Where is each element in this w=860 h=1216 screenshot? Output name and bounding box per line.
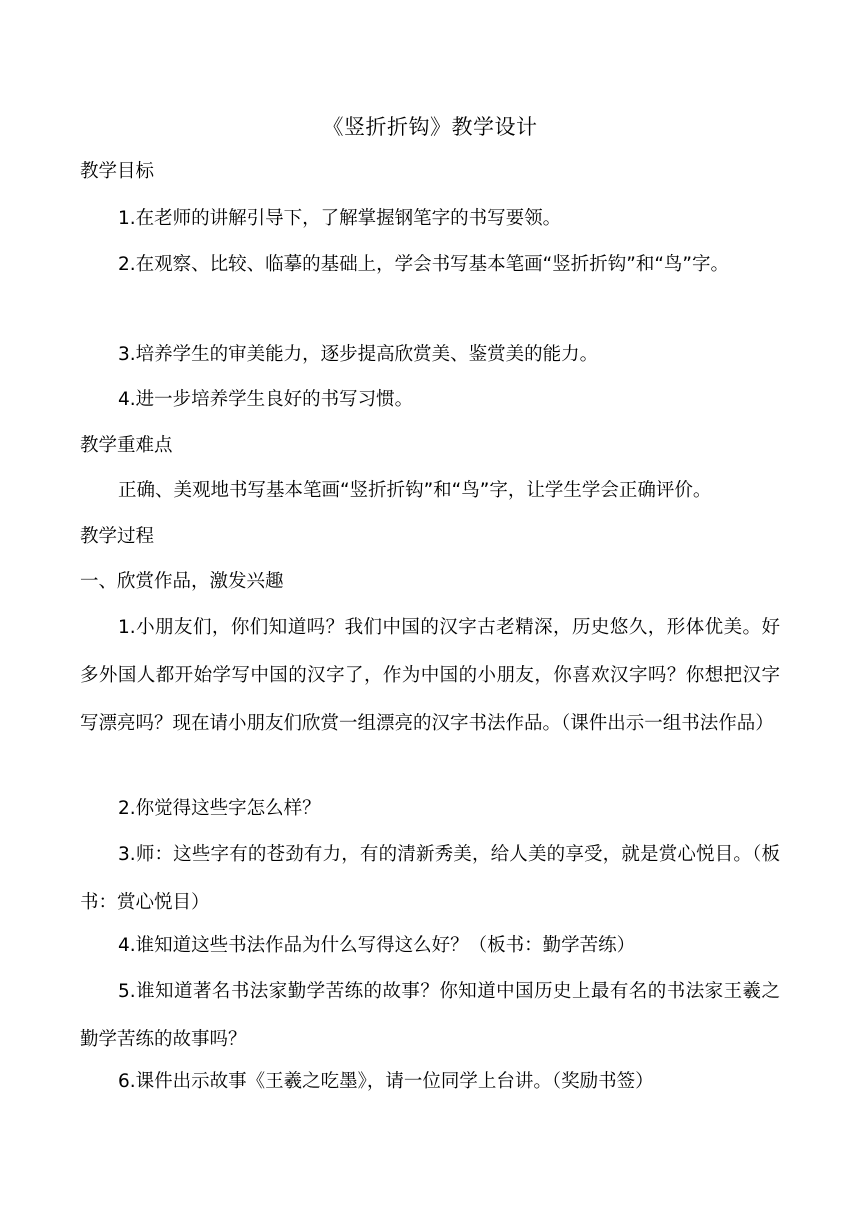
- part1-heading: 一、欣赏作品，激发兴趣: [80, 571, 284, 592]
- document-title: 《竖折折钩》教学设计: [322, 115, 538, 139]
- goal-item-1: 1.在老师的讲解引导下，了解掌握钢笔字的书写要领。: [118, 208, 562, 229]
- key-points-heading: 教学重难点: [80, 435, 173, 456]
- goal-item-2: 2.在观察、比较、临摹的基础上，学会书写基本笔画“竖折折钩”和“鸟”字。: [118, 254, 729, 275]
- process-item-4: 4.谁知道这些书法作品为什么写得这么好？（板书：勤学苦练）: [118, 935, 636, 956]
- process-item-3: 3.师：这些字有的苍劲有力，有的清新秀美，给人美的享受，就是赏心悦目。（板书：赏心悦目）: [80, 844, 780, 913]
- process-item-2: 2.你觉得这些字怎么样？: [118, 798, 321, 819]
- goal-item-4: 4.进一步培养学生良好的书写习惯。: [118, 389, 414, 410]
- key-points-text: 正确、美观地书写基本笔画“竖折折钩”和“鸟”字，让学生学会正确评价。: [118, 480, 712, 501]
- process-item-5: 5.谁知道著名书法家勤学苦练的故事？你知道中国历史上最有名的书法家王羲之勤学苦练的故事吗？: [80, 981, 780, 1050]
- process-item-6: 6.课件出示故事《王羲之吃墨》，请一位同学上台讲。（奖励书签）: [118, 1071, 654, 1092]
- process-item-1: 1.小朋友们，你们知道吗？我们中国的汉字古老精深，历史悠久，形体优美。好多外国人都开始学写中国的汉字了，作为中国的小朋友，你喜欢汉字吗？你想把汉字写漂亮吗？现在请小朋友们欣赏一组漂亮的汉字书法作品。（课件出示一组书法作品）: [80, 617, 780, 734]
- goal-item-3: 3.培养学生的审美能力，逐步提高欣赏美、鉴赏美的能力。: [118, 344, 599, 365]
- goals-heading: 教学目标: [80, 161, 155, 182]
- process-heading: 教学过程: [80, 526, 155, 547]
